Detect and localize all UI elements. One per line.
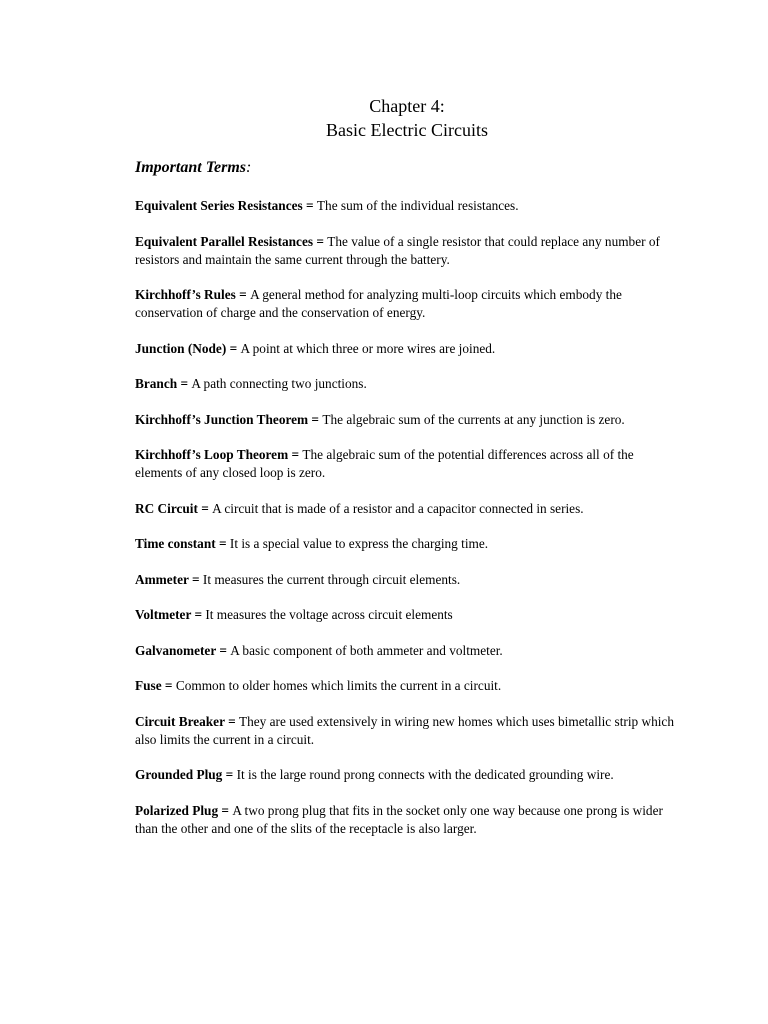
term-name: RC Circuit <box>135 500 198 516</box>
term-definition: A point at which three or more wires are joined. <box>240 340 496 356</box>
chapter-number: Chapter 4: <box>369 96 445 116</box>
term-entry <box>135 642 675 660</box>
term-name: Junction (Node <box>135 340 222 356</box>
term-definition: It is the large round prong connects with the dedicated grounding wire. <box>236 767 614 782</box>
term-name: Grounded Plug <box>135 767 223 782</box>
term-separator: = <box>224 713 239 729</box>
term-entry <box>135 446 675 482</box>
term-name: Kirchhoff’s Loop Theorem <box>135 447 289 462</box>
term-entry <box>135 766 675 784</box>
term-entry <box>135 286 675 322</box>
term-separator: = <box>288 447 303 462</box>
term-entry <box>135 375 675 393</box>
term-name: Equivalent Series Resistances <box>135 198 303 213</box>
term-entry <box>135 340 675 358</box>
section-heading <box>135 159 251 177</box>
term-definition: A path connecting two junctions. <box>191 376 367 391</box>
term-entry <box>135 802 675 838</box>
term-name: Galvanometer <box>135 642 216 658</box>
term-name: Equivalent Parallel Resistances <box>135 233 314 249</box>
term-separator: = <box>197 500 213 516</box>
term-entry <box>135 500 675 518</box>
term-entry <box>135 606 675 624</box>
term-definition: A basic component of both ammeter and voltmeter. <box>230 642 503 658</box>
term-separator: = <box>222 767 237 782</box>
term-definition: It measures the current through circuit elements. <box>202 571 461 587</box>
section-heading-colon: : <box>246 159 252 176</box>
term-definition: A circuit that is made of a resistor and a capacitor connected in series. <box>212 500 584 516</box>
title-block <box>0 94 768 142</box>
term-separator: = <box>235 287 251 302</box>
term-entry <box>135 713 675 749</box>
chapter-title: Basic Electric Circuits <box>326 120 488 140</box>
term-definition: The algebraic sum of the currents at any junction is zero. <box>322 411 625 427</box>
term-name: Kirchhoff’s Rules <box>135 287 236 302</box>
term-definition: The sum of the individual resistances. <box>316 198 519 213</box>
term-name: Fuse <box>135 678 162 693</box>
term-entry <box>135 677 675 695</box>
term-separator: = <box>313 233 328 249</box>
term-definition: Common to older homes which limits the current in a circuit. <box>175 678 502 693</box>
term-name: Circuit Breaker <box>135 713 225 729</box>
term-separator: = <box>308 411 323 427</box>
terms-list <box>135 197 675 855</box>
term-name: Ammeter <box>135 571 189 587</box>
term-entry <box>135 411 675 429</box>
term-separator: ) = <box>221 340 241 356</box>
term-separator: = <box>302 198 317 213</box>
term-entry <box>135 197 675 215</box>
term-name: Time constant <box>135 536 216 551</box>
term-name: Voltmeter <box>135 607 192 622</box>
term-separator: = <box>215 536 230 551</box>
term-entry <box>135 535 675 553</box>
term-name: Kirchhoff’s Junction Theorem <box>135 411 309 427</box>
term-definition: It measures the voltage across circuit elements <box>205 607 453 622</box>
term-entry <box>135 571 675 589</box>
term-separator: = <box>177 376 192 391</box>
term-entry <box>135 233 675 269</box>
term-definition: They are used extensively in wiring new homes which uses bimetallic strip which also limits the current in a circuit. <box>135 713 674 747</box>
term-name: Polarized Plug <box>135 802 219 818</box>
section-heading-text: Important Terms <box>135 159 246 176</box>
term-separator: = <box>191 607 206 622</box>
term-definition: A two prong plug that fits in the socket only one way because one prong is wider than the other and one of the slits of the receptacle is also larger. <box>135 802 663 836</box>
term-separator: = <box>188 571 203 587</box>
term-name: Branch <box>135 376 178 391</box>
term-definition: A general method for analyzing multi-loop circuits which embody the conservation of charge and the conservation of energy. <box>135 287 622 320</box>
term-definition: It is a special value to express the charging time. <box>229 536 489 551</box>
term-separator: = <box>216 642 231 658</box>
term-separator: = <box>161 678 176 693</box>
term-definition: The algebraic sum of the potential differences across all of the elements of any closed loop is zero. <box>135 447 634 480</box>
term-definition: The value of a single resistor that could replace any number of resistors and maintain the same current through the battery. <box>135 233 660 267</box>
term-separator: = <box>218 802 233 818</box>
